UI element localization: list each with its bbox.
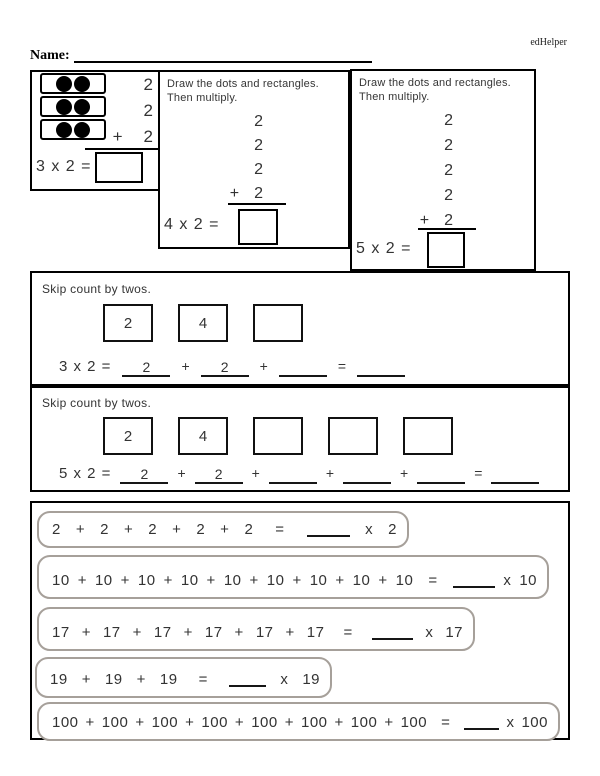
skip-count-title: Skip count by twos. <box>42 282 152 296</box>
equation-term: 17 <box>255 624 274 641</box>
sum-line <box>418 228 476 230</box>
equation-term: = <box>441 714 451 731</box>
panel-4x2 <box>158 70 350 249</box>
answer-blank[interactable] <box>372 630 414 640</box>
brand-logo: edHelper <box>530 37 567 48</box>
equation-term: 100 <box>151 714 179 731</box>
equation-term: 100 <box>52 714 79 731</box>
equation-blank[interactable] <box>357 354 405 377</box>
prompt-line: Draw the dots and rectangles. <box>167 78 319 90</box>
equation-term: 10 <box>180 572 199 589</box>
skip-count-box[interactable]: 2 <box>103 304 153 342</box>
answer-box[interactable] <box>95 152 143 183</box>
equation-term: 10 <box>266 572 285 589</box>
equation-label: 3 x 2 = <box>59 358 112 375</box>
addend: 2 <box>254 185 264 202</box>
plus-sign: + <box>177 465 186 481</box>
equation-blank[interactable] <box>491 461 539 484</box>
skip-count-section-5x2 <box>30 386 570 492</box>
dot-rectangle <box>40 73 106 94</box>
equation-term: + <box>335 572 345 589</box>
panel-prompt <box>167 77 319 105</box>
prompt-line: Then multiply. <box>167 92 238 104</box>
equation-term: 17 <box>306 624 325 641</box>
equation-term: + <box>185 714 195 731</box>
equation-term: + <box>183 624 193 641</box>
skip-count-boxes <box>103 304 303 342</box>
equation-term: 17 <box>204 624 223 641</box>
equation-blank[interactable] <box>343 461 391 484</box>
name-label: Name: <box>30 48 70 63</box>
panel-prompt <box>359 76 511 104</box>
plus-sign: + <box>112 127 124 146</box>
equation-term: = <box>275 521 285 538</box>
dot-icon <box>56 122 72 138</box>
answer-blank[interactable] <box>229 677 266 687</box>
equation-term: + <box>81 624 91 641</box>
plus-sign: + <box>419 212 431 229</box>
equation-term: + <box>77 572 87 589</box>
dot-icon <box>56 99 72 115</box>
equation-row <box>37 511 409 548</box>
equation-term: + <box>75 521 86 538</box>
equation-term: 100 <box>251 714 278 731</box>
skip-count-title: Skip count by twos. <box>42 396 152 410</box>
panel-5x2 <box>350 69 536 271</box>
equation-blank[interactable] <box>279 354 327 377</box>
skip-count-box[interactable] <box>253 304 303 342</box>
name-input-line[interactable] <box>74 47 372 63</box>
addend: 2 <box>254 113 264 130</box>
equation-blank[interactable] <box>417 461 465 484</box>
equals-sign: = <box>337 358 347 374</box>
equation-row <box>35 657 332 698</box>
equation-term: + <box>334 714 344 731</box>
equation-term: = <box>428 572 438 589</box>
equation-term: + <box>249 572 259 589</box>
prompt-line: Draw the dots and rectangles. <box>359 77 511 89</box>
equation-term: + <box>285 624 295 641</box>
equation-term: 10 <box>395 572 414 589</box>
equation-term: + <box>220 521 230 538</box>
equation-term: 10 <box>223 572 242 589</box>
equation-label: 4 x 2 = <box>164 216 220 233</box>
equation-term: 100 <box>101 714 129 731</box>
equation-term: + <box>85 714 95 731</box>
equation-term: + <box>136 671 146 688</box>
equation-term: 10 <box>52 572 70 589</box>
equation-term: 10 <box>137 572 156 589</box>
answer-box[interactable] <box>427 232 465 268</box>
answer-blank[interactable] <box>464 720 499 730</box>
dot-icon <box>74 99 90 115</box>
answer-box[interactable] <box>238 209 278 245</box>
addend: 2 <box>143 101 154 120</box>
panel-3x2 <box>30 70 160 191</box>
equation-term: 100 <box>350 714 378 731</box>
equation-label: 5 x 2 = <box>59 465 112 482</box>
equation-term: + <box>120 572 130 589</box>
equation-blank[interactable]: 2 <box>122 354 170 377</box>
equation-term: 19 <box>159 671 178 688</box>
equation-term: 100 <box>400 714 428 731</box>
skip-count-box[interactable]: 4 <box>178 304 228 342</box>
equation-term: 2 <box>196 521 206 538</box>
equation-term: + <box>81 671 91 688</box>
equation-term: 19 <box>50 671 68 688</box>
equation-blank[interactable]: 2 <box>120 461 168 484</box>
equation-term: 10 <box>94 572 113 589</box>
addend: 2 <box>444 137 454 154</box>
factor: 10 <box>519 572 537 589</box>
skip-count-box[interactable]: 2 <box>103 417 153 455</box>
equation-blank[interactable] <box>269 461 317 484</box>
sum-line <box>85 148 160 150</box>
equation-term: + <box>234 624 244 641</box>
equation-term: + <box>123 521 134 538</box>
skip-count-section-3x2 <box>30 271 570 386</box>
answer-blank[interactable] <box>307 527 351 537</box>
equation-blank[interactable]: 2 <box>201 354 249 377</box>
equation-term: 2 <box>52 521 61 538</box>
equation-term: + <box>292 572 302 589</box>
dot-icon <box>74 122 90 138</box>
factor: 19 <box>302 671 320 688</box>
repeated-addition-section <box>30 501 570 740</box>
plus-sign: + <box>259 358 268 374</box>
equation-term: = <box>198 671 208 688</box>
equation-term: 2 <box>244 521 254 538</box>
equation-term: + <box>132 624 142 641</box>
equation-blank[interactable]: 2 <box>195 461 243 484</box>
equation-term: + <box>135 714 145 731</box>
factor: 100 <box>521 714 548 731</box>
addend: 2 <box>444 112 454 129</box>
equation-term: 2 <box>100 521 109 538</box>
equation-term: 100 <box>201 714 228 731</box>
plus-sign: + <box>325 465 335 481</box>
equation-term: + <box>384 714 394 731</box>
dot-rectangle <box>40 119 106 140</box>
prompt-line: Then multiply. <box>359 91 430 103</box>
equation-term: 10 <box>352 572 371 589</box>
equation-term: + <box>163 572 173 589</box>
addend: 2 <box>444 187 454 204</box>
equation-term: 19 <box>104 671 123 688</box>
factor: 17 <box>445 624 463 641</box>
equation-term: + <box>378 572 388 589</box>
addend: 2 <box>444 212 454 229</box>
times-sign: x <box>365 521 374 538</box>
factor: 2 <box>388 521 397 538</box>
skip-count-box[interactable]: 4 <box>178 417 228 455</box>
times-sign: x <box>425 624 434 641</box>
plus-sign: + <box>229 185 241 202</box>
answer-blank[interactable] <box>453 578 496 588</box>
dot-icon <box>74 76 90 92</box>
skip-count-box[interactable] <box>403 417 453 455</box>
skip-count-box[interactable] <box>328 417 378 455</box>
equals-sign: = <box>474 465 483 481</box>
equation-label: 3 x 2 = <box>36 158 92 175</box>
equation-term: + <box>172 521 182 538</box>
equation-label: 5 x 2 = <box>356 240 412 257</box>
equation-term: 17 <box>102 624 121 641</box>
equation-term: + <box>284 714 294 731</box>
equation-row <box>37 555 549 599</box>
sum-line <box>228 203 286 205</box>
addend: 2 <box>143 127 154 146</box>
equation-row <box>37 702 560 741</box>
equation-term: 10 <box>309 572 328 589</box>
addition-column <box>420 108 454 233</box>
equation-term: 17 <box>52 624 70 641</box>
equation-term: = <box>343 624 353 641</box>
times-sign: x <box>280 671 289 688</box>
addend: 2 <box>143 75 154 94</box>
equation-term: + <box>234 714 245 731</box>
equation-term: + <box>206 572 216 589</box>
dot-rows <box>40 73 106 140</box>
addition-column <box>113 72 154 150</box>
skip-equation <box>59 461 539 484</box>
skip-equation <box>59 354 405 377</box>
equation-term: 100 <box>300 714 328 731</box>
times-sign: x <box>506 714 515 731</box>
addend: 2 <box>444 162 454 179</box>
equation-term: 17 <box>153 624 172 641</box>
dot-rectangle <box>40 96 106 117</box>
skip-count-boxes <box>103 417 453 455</box>
dot-icon <box>56 76 72 92</box>
plus-sign: + <box>251 465 260 481</box>
equation-row <box>37 607 475 651</box>
equation-term: 2 <box>148 521 158 538</box>
times-sign: x <box>503 572 512 589</box>
addend: 2 <box>254 161 264 178</box>
addend: 2 <box>254 137 264 154</box>
plus-sign: + <box>181 358 190 374</box>
addition-column <box>230 110 264 206</box>
plus-sign: + <box>400 465 409 481</box>
skip-count-box[interactable] <box>253 417 303 455</box>
